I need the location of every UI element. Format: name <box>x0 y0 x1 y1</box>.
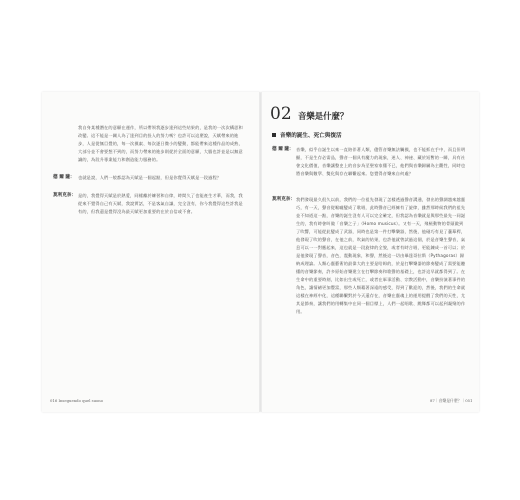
section-title <box>272 131 342 139</box>
right-page-folio: 87｜音樂是什麼？｜051 <box>430 398 473 403</box>
section-square-icon <box>272 133 276 137</box>
book-gutter <box>259 92 262 412</box>
left-paragraph-1: 我自身某種潛在的意願在運作，所以帶領我逐步達到這些結果的，是我的一次次構思和改變。這不能是一關人為了達到目的投入的努力嗎？也許可以這麼說，天賦帶來的進步，人是從無目覺的，每一次摸索、每次逐日微小的變動，都能帶來這種作品的成熟，大部分並不會要想不到的，而努力帶來的進步則從於全面的意願，大腦也許並是以無意識的，為段升專業能力和創造能力服務的。 <box>78 125 243 162</box>
left-page-folio: 016 Inseguendo quel suono <box>50 398 104 403</box>
right-speaker-2-text: 我們發現最久很久以前，我們的一位祖先發現了怎樣透過聲音溝通，發出的聲調越來越靈巧，有一天，聲音從喉嚨變成了歌唱，此時聲音已經擁有了旋律，雖然那時候我們的祖先並不知道這一點，音樂的誕生沒有人可以完全確定，但我認為音樂就是與那些最先一同誕生的，我有時會叫做「音樂之子」（Homo musicus）。又有一天，飛極動物的骨頭做到了吹響，可能從此變成了武器，同時也是第一件打擊樂器，然後，他碰巧有見了蘆葦桿，他發現了吹的聲音，在他之前，吹氣的結果，也許他就曾試過這個，於是音樂生聲音，氣息可以一一對應起來，這也就是一段旋律的全貌，或者有時合唱，更能鍊成一首可以；於是他發現了聲音，音色，震動現象，和聲，然後這一切由畢達哥拉斯（Pythagoras）歸納成理論。人類心靈藝術的最偉大的主要是哈姆的，於是打擊樂器的節奏變成了需要能聽懂的音樂節奏，許多原始音樂建立在打擊節奏和歌聲的基礎上，也許這早就都得到了。在生命中的重要時刻，比如出生或死亡，或者在軍事活動、宗教活動中，音樂扮演著事件的角色，讓情緒更加豐富，那些人類藉著深遠的感受，得到了歡迎的，然後，我們的生命就這樣在神經中化，這種聯繫對於今天還存在，音樂在靈魂上的運用提醒了我們的天性，尤其是節奏，讓我們的用轉集中在同一個目標上，人們一起唱歌、跳舞都可以起到凝聚的作用。 <box>296 197 466 314</box>
left-speaker-2-text: 是的，我覺得天賦是於熱愛，同樣離於練習和自律，時間久了也能產生才華，而我，我從來不覺得自己有天賦，我說實話，不是客氣自謙，完全沒有，你今我覺得這些許我是有的，但我還是覺得沒為最天賦更加重要的在於自信或不會。 <box>78 193 243 214</box>
chapter-title: 音樂是什麼？ <box>298 111 349 121</box>
section-title-text: 音樂的誕生、死亡與復活 <box>280 133 342 139</box>
right-speaker-1-text: 音樂，似乎自誕生以來一直陪伴著人類，儘管音樂無法觸摸，也不能抓在手中，而且但明顯，不是生存必需品，聲音一個具有魔力的現象，迷人、神祕、藏於短暫的一瞬，具有社會文化價值，音樂讓整史上的音步為至聖家家懂不已，他們與音樂歸屬為主觀性，同時也將音樂與數學、雙化與存在聯繫起來。您覺得音樂來自何處？ <box>296 147 466 176</box>
left-speaker-1-name: 德 爾 薩： <box>53 175 75 180</box>
right-speaker-2-name: 莫利克奈： <box>272 197 295 202</box>
chapter-number: 02 <box>270 104 292 124</box>
right-speaker-1-name: 德 爾 薩： <box>272 147 294 152</box>
left-speaker-2-name: 莫利克奈： <box>53 193 76 198</box>
left-speaker-1-text: 也就是說，人們一般都認為天賦是一個起點，但是你覺得天賦是一段過程？ <box>78 175 222 180</box>
